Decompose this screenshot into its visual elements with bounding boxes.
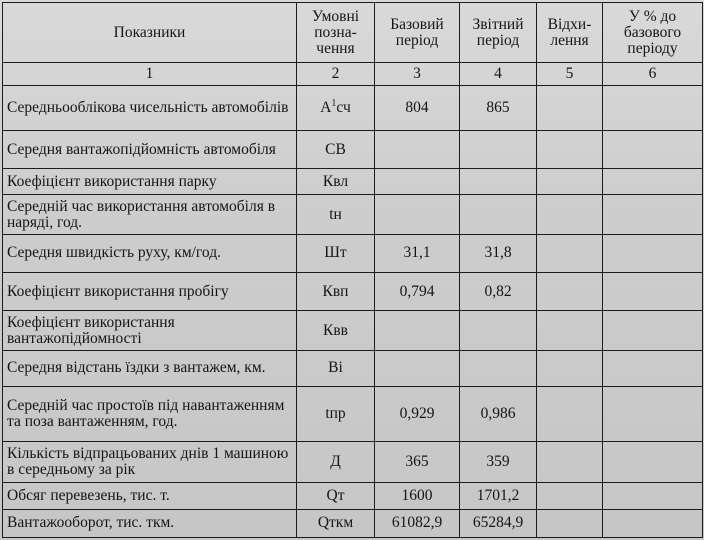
indicator-name: Кількість відпрацьованих днів 1 машиною в середньому за рік [3,442,297,483]
deviation-value [537,482,603,509]
indicator-symbol [297,234,375,272]
percent-value [603,195,703,234]
column-number: 2 [297,63,375,86]
report-period-value: 0,986 [460,386,537,441]
table-row [3,350,703,386]
column-number: 4 [460,63,537,86]
indicator-name: Коефіцієнт використання вантажопідйомності [3,311,297,350]
column-number: 3 [375,63,460,86]
indicator-name: Середня вантажопідйомність автомобіля [3,131,297,169]
deviation-value [537,195,603,234]
table-row [3,86,703,131]
deviation-value [537,169,603,195]
indicator-symbol [297,86,375,131]
percent-value [603,442,703,483]
indicator-name: Середньооблікова чисельність автомобілів [3,86,297,131]
column-number: 6 [603,63,703,86]
symbol-text: СВ [325,140,346,158]
column-number: 1 [3,63,297,86]
table-row [3,131,703,169]
base-period-value: 365 [375,442,460,483]
report-period-value [460,195,537,234]
header-symbols: Умовні позна-чення [297,3,375,63]
indicator-name: Коефіцієнт використання парку [3,169,297,195]
table-row [3,311,703,350]
report-period-value [460,131,537,169]
header-indicators: Показники [3,3,297,63]
table-body [3,86,703,538]
table-row [3,195,703,234]
table-row [3,442,703,483]
report-period-value: 359 [460,442,537,483]
base-period-value [375,195,460,234]
deviation-value [537,509,603,537]
table-row [3,234,703,272]
report-period-value: 1701,2 [460,482,537,509]
percent-value [603,234,703,272]
symbol-text: Шт [324,244,347,262]
symbol-suffix: сч [336,99,351,117]
report-period-value [460,350,537,386]
deviation-value [537,234,603,272]
header-base-period: Базовий період [375,3,460,63]
indicator-name: Коефіцієнт використання пробігу [3,273,297,311]
indicator-symbol [297,311,375,350]
deviation-value [537,442,603,483]
base-period-value: 31,1 [375,234,460,272]
percent-value [603,86,703,131]
indicator-name: Вантажооборот, тис. ткм. [3,509,297,537]
percent-value [603,311,703,350]
header-percent-base: У % до базового періоду [603,3,703,63]
header-row [3,3,703,63]
base-period-value: 61082,9 [375,509,460,537]
base-period-value: 1600 [375,482,460,509]
base-period-value [375,350,460,386]
symbol-text: Д [330,452,341,470]
base-period-value: 0,929 [375,386,460,441]
column-number: 5 [537,63,603,86]
deviation-value [537,273,603,311]
indicator-symbol [297,386,375,441]
indicators-table [2,2,703,538]
deviation-value [537,86,603,131]
indicator-symbol [297,273,375,311]
indicator-name: Обсяг перевезень, тис. т. [3,482,297,509]
percent-value [603,509,703,537]
report-period-value: 865 [460,86,537,131]
table-row [3,386,703,441]
symbol-text: Qткм [317,514,354,532]
base-period-value [375,169,460,195]
report-period-value: 31,8 [460,234,537,272]
deviation-value [537,131,603,169]
symbol-text: Квп [322,282,349,300]
percent-value [603,482,703,509]
symbol-text: Квл [322,172,349,190]
symbol-text: Ві [328,359,343,377]
indicator-name: Середня відстань їздки з вантажем, км. [3,350,297,386]
indicator-name: Середній час простоїв під навантаженням та поза вантаженням, год. [3,386,297,441]
deviation-value [537,350,603,386]
report-period-value: 0,82 [460,273,537,311]
table-row [3,482,703,509]
report-period-value [460,311,537,350]
base-period-value: 0,794 [375,273,460,311]
symbol-text: tн [329,205,342,223]
percent-value [603,273,703,311]
indicator-symbol [297,509,375,537]
indicator-name: Середня швидкість руху, км/год. [3,234,297,272]
table-row [3,273,703,311]
header-deviation: Відхи-лення [537,3,603,63]
symbol-superscript: 1 [331,97,337,109]
indicator-name: Середній час використання автомобіля в наряді, год. [3,195,297,234]
percent-value [603,350,703,386]
symbol-text: tпр [325,404,346,422]
indicator-symbol [297,350,375,386]
symbol-text: Qт [326,486,345,504]
symbol-text: А [320,99,332,117]
deviation-value [537,311,603,350]
deviation-value [537,386,603,441]
indicator-symbol [297,195,375,234]
indicator-symbol [297,169,375,195]
base-period-value: 804 [375,86,460,131]
column-numbers-row [3,63,703,86]
base-period-value [375,311,460,350]
table-row [3,169,703,195]
table-row [3,509,703,537]
indicator-symbol [297,482,375,509]
symbol-text: Квв [323,321,348,339]
indicator-symbol [297,131,375,169]
percent-value [603,169,703,195]
header-report-period: Звітний період [460,3,537,63]
base-period-value [375,131,460,169]
percent-value [603,131,703,169]
report-period-value [460,169,537,195]
indicator-symbol [297,442,375,483]
percent-value [603,386,703,441]
report-period-value: 65284,9 [460,509,537,537]
